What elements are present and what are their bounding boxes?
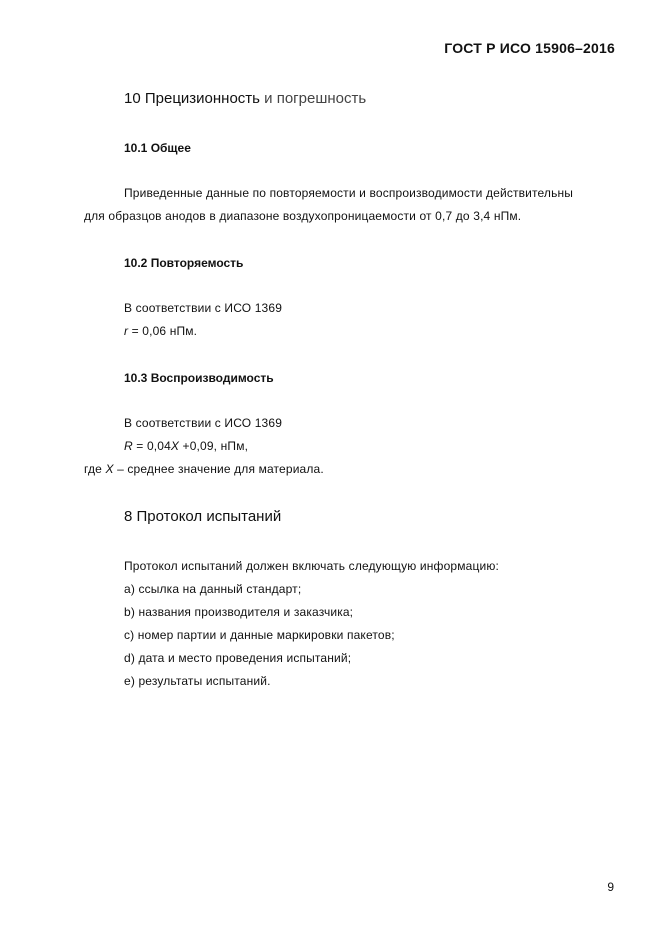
standard-code: ГОСТ Р ИСО 15906–2016 — [444, 40, 615, 56]
paragraph-line: Приведенные данные по повторяемости и воспроизводимости действительны — [124, 186, 574, 200]
list-item: b) названия производителя и заказчика; — [124, 605, 354, 619]
explanation-text: – среднее значение для материала. — [113, 462, 324, 476]
reproducibility-reference: В соответствии с ИСО 1369 — [124, 416, 283, 430]
protocol-intro: Протокол испытаний должен включать следующую информацию: — [124, 559, 499, 573]
section-10-heading-main: 10 Прецизионность — [124, 90, 260, 107]
page-number: 9 — [607, 880, 614, 894]
explanation-prefix: где — [84, 462, 106, 476]
formula-variable-X: X — [170, 439, 180, 453]
section-10-heading — [124, 90, 366, 107]
list-item: a) ссылка на данный стандарт; — [124, 582, 302, 596]
section-10-heading-rest: и погрешность — [259, 90, 367, 107]
list-item: d) дата и место проведения испытаний; — [124, 651, 352, 665]
formula-variable-R: R — [124, 439, 133, 453]
subsection-10-3-heading: 10.3 Воспроизводимость — [124, 371, 274, 385]
formula-explanation — [84, 462, 324, 476]
repeatability-formula — [124, 324, 197, 338]
subsection-10-1-heading: 10.1 Общее — [124, 141, 191, 155]
reproducibility-formula — [124, 439, 248, 453]
formula-value: = 0,06 нПм. — [128, 324, 198, 338]
list-item: c) номер партии и данные маркировки пакетов; — [124, 628, 395, 642]
formula-coefficient: = 0,04 — [132, 439, 171, 453]
section-8-heading: 8 Протокол испытаний — [124, 508, 282, 525]
formula-variable-r: r — [124, 324, 129, 338]
repeatability-reference: В соответствии с ИСО 1369 — [124, 301, 283, 315]
list-item: e) результаты испытаний. — [124, 674, 271, 688]
formula-tail: +0,09, нПм, — [179, 439, 249, 453]
explanation-variable-X: X — [105, 462, 114, 476]
subsection-10-2-heading: 10.2 Повторяемость — [124, 256, 244, 270]
paragraph-line: для образцов анодов в диапазоне воздухопроницаемости от 0,7 до 3,4 нПм. — [84, 209, 522, 223]
